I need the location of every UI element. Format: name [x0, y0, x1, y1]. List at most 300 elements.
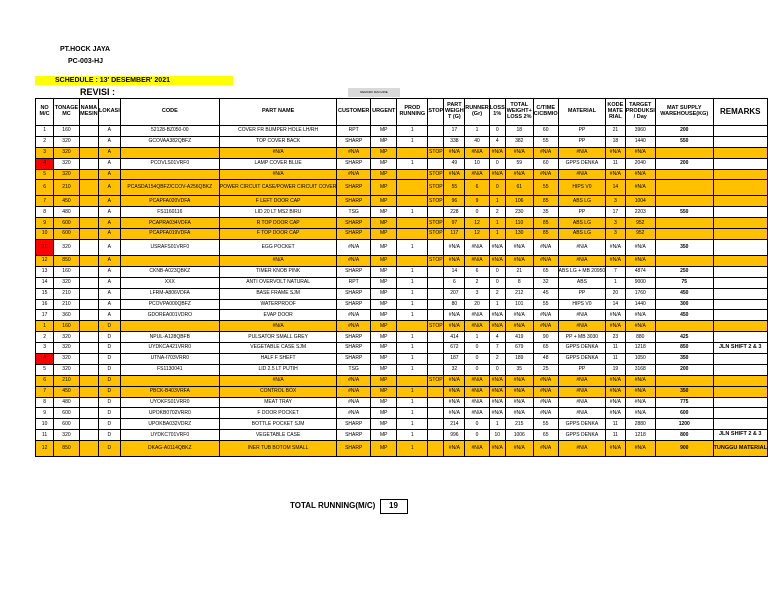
- table-cell-tw: #N/A: [505, 408, 533, 419]
- col-header: TONAGE MC: [54, 99, 80, 126]
- table-cell-mat: GPPS DENKA: [558, 343, 606, 354]
- table-cell-km: #N/A: [606, 441, 625, 457]
- table-cell-loc: D: [98, 354, 120, 365]
- table-cell-mat: #N/A: [558, 386, 606, 397]
- table-cell-cust: SHARP: [337, 419, 371, 430]
- table-cell-km: #N/A: [606, 147, 625, 158]
- table-cell-loss: #N/A: [489, 310, 505, 321]
- table-cell-rem: [713, 332, 768, 343]
- table-cell-mat: ABS LG: [558, 196, 606, 207]
- table-cell-pw: #N/A: [444, 441, 465, 457]
- table-cell-tgt: #N/A: [625, 240, 655, 256]
- table-cell-tw: 419: [505, 332, 533, 343]
- table-cell-pw: 187: [444, 354, 465, 365]
- table-cell-mat: #N/A: [558, 408, 606, 419]
- table-cell-ct: 55: [533, 419, 558, 430]
- table-cell-tgt: 952: [625, 229, 655, 240]
- table-cell-code: USRAFS01VRF0: [120, 240, 219, 256]
- table-cell-rem: [713, 299, 768, 310]
- col-header: NAMA MESIN: [79, 99, 98, 126]
- table-cell-mat: PP + MB 3030: [558, 332, 606, 343]
- table-cell-stop: [428, 299, 444, 310]
- table-cell-loss: #N/A: [489, 386, 505, 397]
- table-cell-ct: 85: [533, 229, 558, 240]
- table-cell-rn: 1: [465, 126, 490, 137]
- table-cell-loc: A: [98, 299, 120, 310]
- table-cell-km: 11: [606, 158, 625, 169]
- table-cell-urg: MP: [370, 169, 396, 180]
- table-cell-part: EGG POCKET: [219, 240, 337, 256]
- table-cell-urg: MP: [370, 196, 396, 207]
- table-cell-rn: 12: [465, 229, 490, 240]
- table-cell-cust: RPT: [337, 277, 371, 288]
- table-cell-loss: 2: [489, 354, 505, 365]
- table-cell-part: R TOP DOOR CAP: [219, 218, 337, 229]
- col-header: C/TIME C/CBMIO: [533, 99, 558, 126]
- table-cell-loss: 0: [489, 277, 505, 288]
- table-row: [36, 397, 768, 408]
- table-cell-code: UPOKBA032VDRZ: [120, 419, 219, 430]
- table-cell-mat: ABS: [558, 277, 606, 288]
- table-row: [36, 218, 768, 229]
- table-cell-tw: 35: [505, 364, 533, 375]
- table-cell-ct: 45: [533, 288, 558, 299]
- table-cell-rem: [713, 196, 768, 207]
- table-cell-sup: 850: [656, 343, 714, 354]
- table-row: [36, 136, 768, 147]
- table-cell-tgt: #N/A: [625, 169, 655, 180]
- table-cell-loc: A: [98, 196, 120, 207]
- table-cell-part: F LEFT DOOR CAP: [219, 196, 337, 207]
- table-cell-rem: [713, 364, 768, 375]
- table-cell-run: 1: [397, 419, 428, 430]
- table-cell-code: [120, 375, 219, 386]
- table-cell-km: 11: [606, 343, 625, 354]
- table-cell-ct: #N/A: [533, 310, 558, 321]
- table-cell-tgt: 1218: [625, 430, 655, 441]
- col-header: LOKASI: [98, 99, 120, 126]
- table-cell-name: [79, 136, 98, 147]
- table-cell-stop: STOP: [428, 375, 444, 386]
- table-cell-loc: A: [98, 218, 120, 229]
- table-cell-tgt: 952: [625, 218, 655, 229]
- table-row: [36, 180, 768, 196]
- table-cell-ton: 600: [54, 229, 80, 240]
- table-cell-loc: A: [98, 169, 120, 180]
- col-header: PART NAME: [219, 99, 337, 126]
- table-cell-code: LFRM-A806VDFA: [120, 288, 219, 299]
- table-cell-no: 4: [36, 354, 54, 365]
- table-cell-pw: #N/A: [444, 147, 465, 158]
- table-cell-rn: 12: [465, 218, 490, 229]
- table-cell-tgt: 3168: [625, 364, 655, 375]
- table-cell-km: 11: [606, 430, 625, 441]
- table-cell-tw: #N/A: [505, 147, 533, 158]
- col-header: CUSTOMER: [337, 99, 371, 126]
- table-cell-name: [79, 364, 98, 375]
- table-cell-rem: [713, 158, 768, 169]
- table-cell-mat: #N/A: [558, 169, 606, 180]
- table-cell-code: GCOVAA382QBFZ: [120, 136, 219, 147]
- table-cell-ton: 850: [54, 441, 80, 457]
- table-cell-sup: 350: [656, 354, 714, 365]
- table-cell-urg: MP: [370, 126, 396, 137]
- table-cell-loss: 7: [489, 343, 505, 354]
- table-cell-run: 1: [397, 354, 428, 365]
- table-cell-part: BASE FRAME SJM: [219, 288, 337, 299]
- table-cell-stop: STOP: [428, 256, 444, 267]
- table-cell-loss: #N/A: [489, 240, 505, 256]
- table-cell-km: #N/A: [606, 386, 625, 397]
- table-cell-run: [397, 180, 428, 196]
- table-cell-part: WATERPROOF: [219, 299, 337, 310]
- table-cell-name: [79, 354, 98, 365]
- table-cell-run: [397, 196, 428, 207]
- table-cell-km: #N/A: [606, 408, 625, 419]
- table-cell-pw: #N/A: [444, 375, 465, 386]
- table-cell-no: 16: [36, 299, 54, 310]
- table-cell-rn: 0: [465, 343, 490, 354]
- table-cell-pw: 17: [444, 126, 465, 137]
- table-cell-tw: #N/A: [505, 441, 533, 457]
- table-cell-code: 52128-BZ050-00: [120, 126, 219, 137]
- table-cell-loc: A: [98, 240, 120, 256]
- table-cell-code: PCASDA154QBFZ/CCOV-A256QBKZ: [120, 180, 219, 196]
- table-cell-code: UYDKCA421VRR0: [120, 343, 219, 354]
- table-cell-tw: 230: [505, 207, 533, 218]
- table-cell-rn: #N/A: [465, 375, 490, 386]
- table-cell-code: FS1160116: [120, 207, 219, 218]
- table-cell-part: #N/A: [219, 375, 337, 386]
- table-cell-stop: [428, 386, 444, 397]
- table-cell-urg: MP: [370, 397, 396, 408]
- table-row: [36, 207, 768, 218]
- table-cell-rem: [713, 321, 768, 332]
- table-cell-stop: [428, 310, 444, 321]
- table-cell-ct: 85: [533, 196, 558, 207]
- table-cell-part: F DOOR POCKET: [219, 408, 337, 419]
- table-cell-mat: #N/A: [558, 441, 606, 457]
- table-cell-tgt: 1004: [625, 196, 655, 207]
- table-cell-pw: 117: [444, 229, 465, 240]
- table-cell-urg: MP: [370, 266, 396, 277]
- col-header: TOTAL WEIGHT+ LOSS 2%: [505, 99, 533, 126]
- table-cell-run: 1: [397, 158, 428, 169]
- table-cell-run: [397, 375, 428, 386]
- table-cell-cust: #N/A: [337, 386, 371, 397]
- table-cell-rn: 0: [465, 354, 490, 365]
- table-row: [36, 364, 768, 375]
- table-cell-mat: PP: [558, 288, 606, 299]
- table-cell-name: [79, 126, 98, 137]
- table-cell-pw: #N/A: [444, 310, 465, 321]
- table-cell-rem: [713, 169, 768, 180]
- table-cell-name: [79, 277, 98, 288]
- table-cell-loss: #N/A: [489, 397, 505, 408]
- table-cell-ct: #N/A: [533, 397, 558, 408]
- table-cell-mat: ABS LG: [558, 218, 606, 229]
- table-cell-rem: [713, 408, 768, 419]
- table-cell-cust: SHARP: [337, 229, 371, 240]
- table-cell-ct: 65: [533, 266, 558, 277]
- table-cell-rem: [713, 180, 768, 196]
- table-cell-km: 3: [606, 229, 625, 240]
- table-cell-cust: SHARP: [337, 218, 371, 229]
- table-cell-sup: 600: [656, 408, 714, 419]
- table-cell-stop: [428, 408, 444, 419]
- table-cell-code: FS1130041: [120, 364, 219, 375]
- schedule-date: SCHEDULE : 13' DESEMBER' 2021: [35, 76, 233, 85]
- table-cell-rem: JLN SHIFT 2 & 3: [713, 343, 768, 354]
- table-cell-tgt: 1760: [625, 288, 655, 299]
- table-cell-stop: [428, 441, 444, 457]
- table-cell-run: [397, 256, 428, 267]
- table-cell-km: #N/A: [606, 310, 625, 321]
- table-cell-part: VEGETABLE CASE SJM: [219, 343, 337, 354]
- table-cell-pw: 338: [444, 136, 465, 147]
- table-cell-km: 7: [606, 266, 625, 277]
- table-cell-rn: 9: [465, 196, 490, 207]
- table-row: [36, 408, 768, 419]
- table-cell-rn: 2: [465, 277, 490, 288]
- table-cell-cust: #N/A: [337, 408, 371, 419]
- table-cell-rem: [713, 147, 768, 158]
- table-cell-ct: 55: [533, 136, 558, 147]
- table-cell-cust: #N/A: [337, 169, 371, 180]
- table-cell-sup: 350: [656, 240, 714, 256]
- table-cell-run: 1: [397, 364, 428, 375]
- table-cell-loss: #N/A: [489, 321, 505, 332]
- table-cell-km: #N/A: [606, 375, 625, 386]
- table-cell-mat: HIPS V0: [558, 180, 606, 196]
- col-header: PART WEIGH T (G): [444, 99, 465, 126]
- table-row: [36, 266, 768, 277]
- table-cell-ton: 450: [54, 196, 80, 207]
- table-cell-urg: MP: [370, 386, 396, 397]
- table-cell-mat: GPPS DENKA: [558, 419, 606, 430]
- table-row: [36, 441, 768, 457]
- table-cell-no: 14: [36, 277, 54, 288]
- table-cell-ton: 210: [54, 299, 80, 310]
- table-cell-cust: #N/A: [337, 321, 371, 332]
- table-cell-rn: 0: [465, 419, 490, 430]
- table-cell-stop: STOP: [428, 147, 444, 158]
- table-cell-tw: 106: [505, 196, 533, 207]
- table-cell-km: 1: [606, 277, 625, 288]
- table-cell-tw: #N/A: [505, 386, 533, 397]
- table-cell-name: [79, 240, 98, 256]
- table-cell-km: 11: [606, 419, 625, 430]
- table-cell-loc: A: [98, 256, 120, 267]
- table-cell-name: [79, 430, 98, 441]
- table-cell-tgt: #N/A: [625, 441, 655, 457]
- table-cell-loc: A: [98, 136, 120, 147]
- table-cell-part: F TOP DOOR CAP: [219, 229, 337, 240]
- table-cell-loc: D: [98, 364, 120, 375]
- table-cell-rn: #N/A: [465, 240, 490, 256]
- table-cell-urg: MP: [370, 310, 396, 321]
- table-row: [36, 343, 768, 354]
- table-cell-km: #N/A: [606, 256, 625, 267]
- table-cell-name: [79, 299, 98, 310]
- table-cell-sup: 350: [656, 386, 714, 397]
- table-cell-tgt: 1218: [625, 343, 655, 354]
- table-row: [36, 299, 768, 310]
- table-cell-rem: [713, 419, 768, 430]
- table-cell-rn: #N/A: [465, 441, 490, 457]
- table-cell-ton: 160: [54, 126, 80, 137]
- table-cell-rn: 40: [465, 136, 490, 147]
- table-cell-code: UTNA-I703VRR0: [120, 354, 219, 365]
- table-cell-name: [79, 256, 98, 267]
- table-cell-loc: A: [98, 158, 120, 169]
- table-cell-rem: TUNGGU MATERIAL: [713, 441, 768, 457]
- table-cell-loc: D: [98, 419, 120, 430]
- table-cell-tgt: 4874: [625, 266, 655, 277]
- table-cell-urg: MP: [370, 375, 396, 386]
- table-cell-loc: A: [98, 288, 120, 299]
- table-cell-loss: 1: [489, 229, 505, 240]
- header-row: [36, 99, 768, 126]
- table-cell-run: 1: [397, 288, 428, 299]
- table-cell-km: #N/A: [606, 169, 625, 180]
- table-cell-cust: #N/A: [337, 397, 371, 408]
- table-cell-tw: 8: [505, 277, 533, 288]
- table-cell-cust: #N/A: [337, 147, 371, 158]
- table-cell-sup: [656, 229, 714, 240]
- table-cell-name: [79, 207, 98, 218]
- table-cell-run: 1: [397, 441, 428, 457]
- table-cell-loss: 4: [489, 332, 505, 343]
- table-cell-rem: [713, 256, 768, 267]
- table-cell-sup: [656, 218, 714, 229]
- table-cell-no: 3: [36, 147, 54, 158]
- table-cell-urg: MP: [370, 332, 396, 343]
- table-cell-part: POWER CIRCUIT CASE/POWER CIRCUIT COVER: [219, 180, 337, 196]
- table-cell-name: [79, 147, 98, 158]
- table-cell-stop: STOP: [428, 180, 444, 196]
- schedule-table: [35, 98, 768, 457]
- table-cell-km: 14: [606, 180, 625, 196]
- table-cell-sup: 200: [656, 126, 714, 137]
- table-cell-km: 23: [606, 332, 625, 343]
- table-cell-km: 21: [606, 126, 625, 137]
- table-cell-urg: MP: [370, 277, 396, 288]
- table-cell-part: #N/A: [219, 256, 337, 267]
- table-cell-code: [120, 321, 219, 332]
- table-cell-no: 1: [36, 126, 54, 137]
- table-cell-no: 8: [36, 207, 54, 218]
- table-cell-sup: 775: [656, 397, 714, 408]
- table-cell-stop: [428, 136, 444, 147]
- table-cell-loc: A: [98, 277, 120, 288]
- table-cell-ct: 90: [533, 332, 558, 343]
- table-cell-loss: #N/A: [489, 375, 505, 386]
- table-cell-tw: #N/A: [505, 169, 533, 180]
- table-cell-pw: 672: [444, 343, 465, 354]
- table-cell-no: 7: [36, 196, 54, 207]
- table-cell-tw: 110: [505, 218, 533, 229]
- table-cell-urg: MP: [370, 158, 396, 169]
- table-cell-stop: [428, 207, 444, 218]
- table-cell-ton: 320: [54, 240, 80, 256]
- table-row: [36, 288, 768, 299]
- table-cell-mat: #N/A: [558, 321, 606, 332]
- table-cell-tw: 1006: [505, 430, 533, 441]
- table-cell-name: [79, 397, 98, 408]
- table-cell-no: 11: [36, 430, 54, 441]
- table-cell-ton: 320: [54, 430, 80, 441]
- col-header: REMARKS: [713, 99, 768, 126]
- table-cell-sup: 250: [656, 266, 714, 277]
- table-cell-cust: TSG: [337, 207, 371, 218]
- table-cell-pw: 49: [444, 158, 465, 169]
- table-cell-run: 1: [397, 332, 428, 343]
- table-cell-tw: 130: [505, 229, 533, 240]
- table-cell-code: UYDKC701VRF0: [120, 430, 219, 441]
- table-cell-rn: #N/A: [465, 169, 490, 180]
- table-cell-run: 1: [397, 136, 428, 147]
- table-cell-run: [397, 147, 428, 158]
- table-cell-run: 1: [397, 277, 428, 288]
- table-cell-part: LID 2.5 LT PUTIH: [219, 364, 337, 375]
- table-cell-run: [397, 229, 428, 240]
- table-cell-cust: SHARP: [337, 136, 371, 147]
- table-cell-cust: SHARP: [337, 288, 371, 299]
- col-header: CODE: [120, 99, 219, 126]
- table-cell-mat: #N/A: [558, 375, 606, 386]
- table-cell-mat: GPPS DENKA: [558, 354, 606, 365]
- col-header: STOP: [428, 99, 444, 126]
- table-cell-no: 15: [36, 288, 54, 299]
- table-cell-no: 6: [36, 375, 54, 386]
- table-cell-ton: 320: [54, 158, 80, 169]
- table-cell-stop: STOP: [428, 196, 444, 207]
- col-header: MATERIAL: [558, 99, 606, 126]
- table-cell-code: UPOKB0702VRR0: [120, 408, 219, 419]
- table-cell-code: [120, 256, 219, 267]
- table-cell-sup: 900: [656, 441, 714, 457]
- table-cell-tgt: #N/A: [625, 147, 655, 158]
- table-cell-rem: [713, 386, 768, 397]
- table-cell-ton: 600: [54, 419, 80, 430]
- table-cell-pw: #N/A: [444, 256, 465, 267]
- table-cell-tw: #N/A: [505, 397, 533, 408]
- table-cell-stop: STOP: [428, 169, 444, 180]
- table-cell-tw: 212: [505, 288, 533, 299]
- table-cell-tgt: 1050: [625, 354, 655, 365]
- col-header: TARGET PRODUKSI / Day: [625, 99, 655, 126]
- col-header: MAT SUPPLY WAREHOUSE(KG): [656, 99, 714, 126]
- table-cell-rn: 0: [465, 364, 490, 375]
- table-cell-urg: MP: [370, 408, 396, 419]
- table-cell-ct: 55: [533, 299, 558, 310]
- table-row: [36, 229, 768, 240]
- table-cell-part: MEAT TRAY: [219, 397, 337, 408]
- table-cell-tgt: #N/A: [625, 397, 655, 408]
- table-cell-tw: 679: [505, 343, 533, 354]
- table-cell-no: 6: [36, 180, 54, 196]
- table-cell-rem: [713, 277, 768, 288]
- table-cell-mat: #N/A: [558, 256, 606, 267]
- table-cell-cust: SHARP: [337, 266, 371, 277]
- table-cell-ct: 48: [533, 354, 558, 365]
- revisi-label: REVISI :: [80, 87, 116, 97]
- table-cell-code: UYOKFS01VRR0: [120, 397, 219, 408]
- table-cell-stop: [428, 397, 444, 408]
- table-cell-ct: 25: [533, 364, 558, 375]
- table-cell-rn: #N/A: [465, 147, 490, 158]
